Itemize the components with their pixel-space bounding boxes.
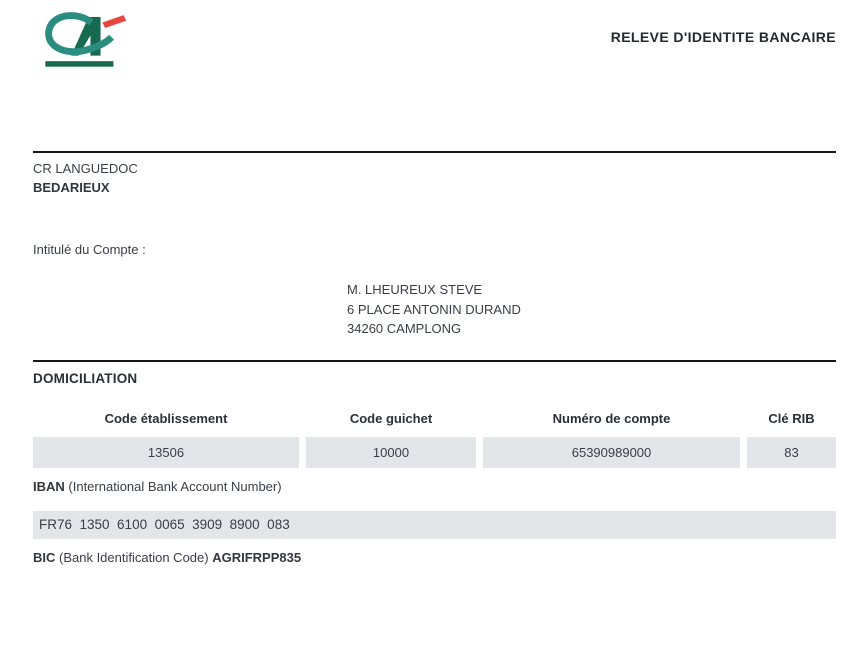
iban-value: FR76 1350 6100 0065 3909 8900 083 xyxy=(39,517,290,532)
account-address-line1: 6 PLACE ANTONIN DURAND xyxy=(347,301,521,317)
account-address-line2: 34260 CAMPLONG xyxy=(347,321,462,336)
value-code-guichet: 10000 xyxy=(306,437,476,468)
bic-line xyxy=(33,550,301,565)
bic-label-bold: BIC xyxy=(33,550,56,565)
credit-agricole-logo-icon xyxy=(38,10,130,70)
col-header-code-etablissement: Code établissement xyxy=(104,411,228,426)
value-cle-rib: 83 xyxy=(747,437,836,468)
bic-label-rest: (Bank Identification Code) xyxy=(55,550,213,565)
branch-city: BEDARIEUX xyxy=(33,180,110,195)
divider-top xyxy=(33,151,836,153)
logo-underline-bar xyxy=(45,61,113,67)
divider-domiciliation xyxy=(33,360,836,362)
domiciliation-table xyxy=(33,411,836,468)
domiciliation-heading: DOMICILIATION xyxy=(33,371,138,386)
page-title: RELEVE D'IDENTITE BANCAIRE xyxy=(610,29,836,45)
iban-label xyxy=(33,479,282,494)
account-holder-name: M. LHEUREUX STEVE xyxy=(347,282,483,297)
col-header-code-guichet: Code guichet xyxy=(349,411,433,426)
bic-value: AGRIFRPP835 xyxy=(212,550,302,565)
value-code-etablissement: 13506 xyxy=(33,437,299,468)
iban-value-bar xyxy=(33,511,836,539)
account-holder-address xyxy=(347,280,521,339)
iban-label-bold: IBAN xyxy=(33,479,65,494)
iban-label-rest: (International Bank Account Number) xyxy=(64,479,282,494)
branch-block xyxy=(33,159,138,197)
col-header-numero-de-compte: Numéro de compte xyxy=(552,411,671,426)
table-value-row xyxy=(33,437,836,468)
logo-red-stripe xyxy=(102,15,126,28)
account-title-label: Intitulé du Compte : xyxy=(33,242,146,257)
branch-region: CR LANGUEDOC xyxy=(33,161,138,176)
col-header-cle-rib: Clé RIB xyxy=(768,411,815,426)
table-header-row xyxy=(33,411,836,437)
value-numero-de-compte: 65390989000 xyxy=(483,437,740,468)
